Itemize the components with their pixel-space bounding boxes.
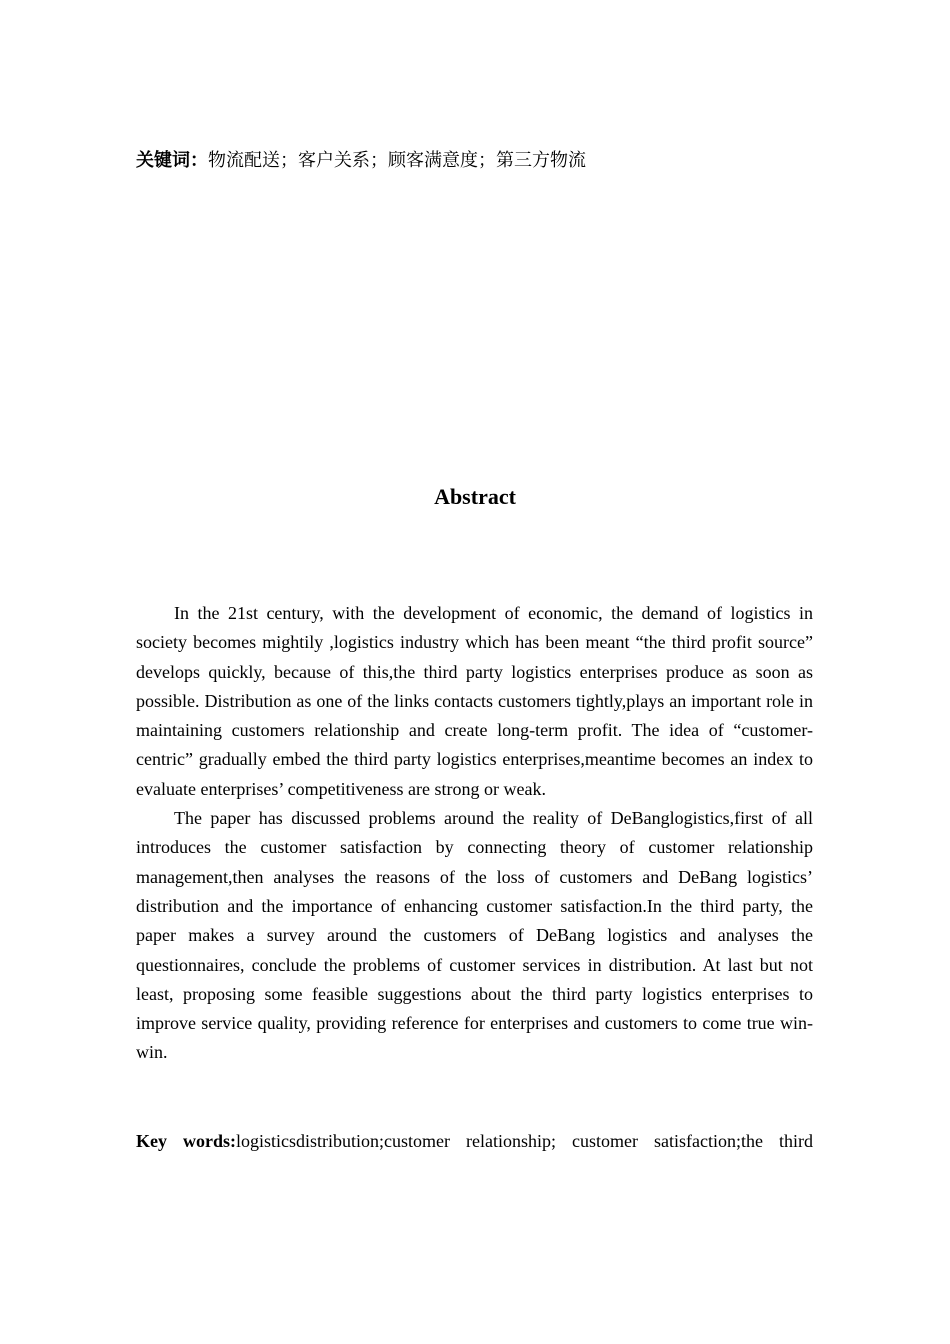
- abstract-paragraph-2: The paper has discussed problems around the reality of DeBanglogistics,first of all introduces the customer satisfaction by connecting theory of customer relationship management,then analyses the reasons of the loss of customers and DeBang logistics’ distribution and the importance of enhancing customer satisfaction.In the third party, the paper makes a survey around the customers of DeBang logistics and analyses the questionnaires, conclude the problems of customer services in distribution. At last but not least, proposing some feasible suggestions about the third party logistics enterprises to improve service quality, providing reference for enterprises and customers to come true win-win.: [136, 808, 813, 1063]
- abstract-paragraph-1: In the 21st century, with the development of economic, the demand of logistics in society becomes mightily ,logistics industry which has been meant “the third profit source” develops quickly, because of this,the third party logistics enterprises produce as soon as possible. Distribution as one of the links contacts customers tightly,plays an important role in maintaining customers relationship and create long-term profit. The idea of “customer-centric” gradually embed the third party logistics enterprises,meantime becomes an index to evaluate enterprises’ competitiveness are strong or weak.: [136, 603, 813, 799]
- abstract-body: [136, 599, 813, 1068]
- chinese-keywords-label: 关键词：: [136, 150, 208, 171]
- english-keywords-label: Key words:: [136, 1131, 237, 1151]
- abstract-title: Abstract: [434, 484, 516, 509]
- chinese-keywords-line: [136, 148, 816, 174]
- chinese-keywords-value: 物流配送；客户关系；顾客满意度；第三方物流: [208, 150, 586, 171]
- english-keywords-line: [136, 1127, 813, 1156]
- english-keywords-value: logisticsdistribution;customer relationship; customer satisfaction;the third: [236, 1131, 813, 1151]
